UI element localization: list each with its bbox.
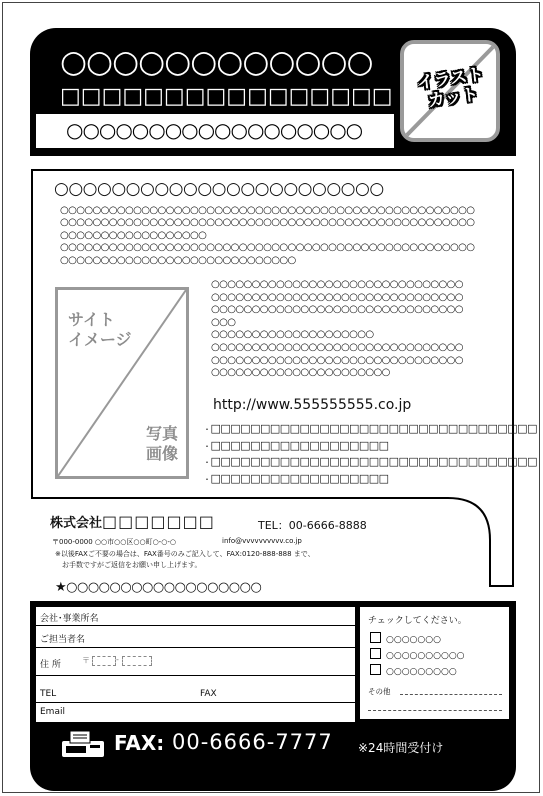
- optout-note: ※以後FAXご不要の場合は、FAX番号のみご記入して、FAX:0120-888-888 まで、 お手数ですがご返信をお願い申し上げます。: [55, 550, 315, 569]
- website-url[interactable]: http://www.555555555.co.jp: [213, 397, 412, 413]
- checkbox[interactable]: [370, 648, 381, 659]
- company-name: [50, 512, 215, 531]
- fax-field-label: FAX: [200, 689, 217, 699]
- header-banner: [30, 28, 516, 156]
- list-item: ・ □□□□□□□□□□□□□□□□□□: [203, 471, 537, 488]
- photo-label: 写真 画像: [145, 424, 178, 463]
- content-body: ○○○○○○○○○○○○○○○○○○○○○○○○○○○○○○○○○○○○○○○○○○○○○○○○○○○ ○○○○○○○○○○○○○○○○○○○○○○○○○○○○○○○○○○○○○○○○○○○○○○○○○○○ ○○○○○○○○○○○○○○○○○○ ○○○○○○○○○○○○○○○○○○○○○○○○○○○○○○○○○○○○○○○○○○○○○○○○○○○ ○○○○○○○○○○○○○○○○○○○○○○○○○○○○○: [60, 205, 475, 266]
- checkbox-option-1[interactable]: ○○○○○○○: [370, 632, 441, 645]
- site-image-placeholder: [55, 287, 189, 479]
- company-address: 〒000-0000 ○○市○○区○○町○-○-○: [52, 538, 176, 546]
- address-field[interactable]: [36, 648, 355, 676]
- star-line: ★○○○○○○○○○○○○○○○○○○: [55, 580, 262, 595]
- fax-number: 00-6666-7777: [172, 730, 333, 754]
- reply-form: [30, 601, 516, 791]
- header-tagline: ○○○○○○○○○○○○○○○○○○: [66, 118, 363, 142]
- postal-mark: 〒: [82, 656, 90, 665]
- company-name-boxes: □□□□□□□: [102, 512, 215, 531]
- tel-field-label: TEL: [40, 689, 57, 699]
- fax-label: FAX:: [114, 731, 165, 755]
- checkbox[interactable]: [370, 632, 381, 643]
- form-fields: [36, 607, 355, 722]
- header-tagline-bar: [36, 114, 394, 148]
- checkbox-panel: [360, 607, 509, 719]
- content-side-text: ○○○○○○○○○○○○○○○○○○○○○○○○○○○○○○○ ○○○○○○○○○○○○○○○○○○○○○○○○○○○○○○○ ○○○○○○○○○○○○○○○○○○○○○○○○○○○○○○○ ○○○ ○○○○○○○○○○○○○○○○○○○○ ○○○○○○○○○○○○○○○○○○○○○○○○○○○○○○○ ○○○○○○○○○○○○○○○○○○○○○○○○○○○○○○○ ○○○○○○○○○○○○○○○○○○○○○○: [211, 279, 463, 379]
- company-field[interactable]: [36, 607, 355, 626]
- person-field[interactable]: [36, 626, 355, 648]
- company-field-label: 会社･事業所名: [40, 614, 99, 624]
- tel-fax-field[interactable]: [36, 676, 355, 703]
- bullet-list: [203, 421, 537, 487]
- person-field-label: ご担当者名: [40, 635, 86, 645]
- fax-hours: ※24時間受付け: [358, 741, 444, 755]
- company-tel: TEL：00-6666-8888: [258, 519, 367, 532]
- checkbox-option-3[interactable]: ○○○○○○○○○: [370, 664, 457, 677]
- other-input-line-2[interactable]: [368, 710, 502, 711]
- content-title: ○○○○○○○○○○○○○○○○○○○○○○○: [54, 179, 384, 199]
- postal-code-box-2[interactable]: [122, 656, 152, 666]
- checkbox-title: チェックしてください。: [368, 616, 467, 626]
- list-item: ・ □□□□□□□□□□□□□□□□□□□□□□□□□□□□□□□□□: [203, 454, 537, 471]
- email-field-label: Email: [40, 707, 65, 717]
- email-field[interactable]: [36, 703, 355, 722]
- company-email[interactable]: info@vvvvvvvvvv.co.jp: [222, 537, 302, 545]
- header-title: ○○○○○○○○○○○○: [60, 44, 373, 80]
- illustration-label: イラスト カット: [415, 64, 486, 112]
- fax-machine-icon: [60, 729, 106, 759]
- list-item: ・ □□□□□□□□□□□□□□□□□□□□□□□□□□□□□□□□□: [203, 421, 537, 438]
- other-input-line-1[interactable]: [400, 694, 502, 695]
- checkbox[interactable]: [370, 664, 381, 675]
- illustration-placeholder: [400, 40, 500, 142]
- header-subtitle: □□□□□□□□□□□□□□□□: [60, 84, 393, 109]
- checkbox-option-2[interactable]: ○○○○○○○○○○: [370, 648, 465, 661]
- list-item: ・ □□□□□□□□□□□□□□□□□□: [203, 438, 537, 455]
- other-label: その他: [368, 687, 391, 696]
- postal-dash: -: [116, 655, 119, 664]
- content-panel: [30, 168, 537, 598]
- company-prefix: 株式会社: [50, 516, 103, 531]
- postal-code-box-1[interactable]: [92, 656, 116, 666]
- address-field-label: 住 所: [40, 660, 61, 670]
- site-image-label: サイト イメージ: [68, 310, 132, 349]
